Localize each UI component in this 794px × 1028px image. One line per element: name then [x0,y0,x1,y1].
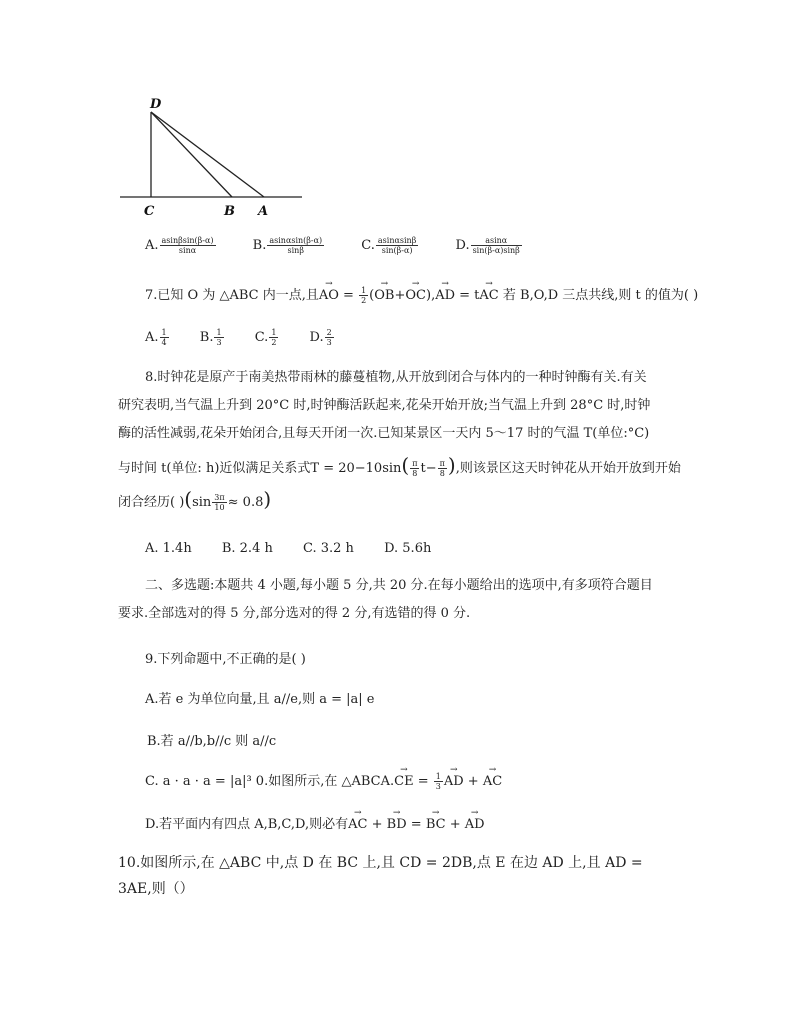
t-minus: t− [420,461,437,476]
q8-line-1: 8.时钟花是原产于南美热带雨林的藤蔓植物,从开放到闭合与体内的一种时钟酶有关.有关 [145,370,647,385]
frac-pi-8 [410,459,419,478]
q8-line-4-text: 与时间 t(单位: h)近似满足关系式T = 20−10sin [118,461,402,476]
q6-option-c[interactable] [361,236,419,255]
q8-line-3: 酶的活性减弱,花朵开始闭合,且每天开闭一次.已知某景区一天内 5～17 时的气温 T(单位:°C) [118,426,650,441]
label-c: C [144,204,155,219]
q8-line-4-tail: ,则该景区这天时钟花从开始开放到开始 [455,461,681,476]
frac-num: 1 [216,328,222,337]
segment-db [151,112,232,197]
q10-line-2: 3AE,则（） [118,881,194,897]
label-d: D [150,97,162,112]
frac-den: 3 [435,782,441,791]
paren-close: ) [447,453,456,477]
equals-t: = t [455,288,480,303]
paren-open: ( [184,487,193,511]
frac-den: 2 [271,338,277,347]
option-fraction [269,328,278,347]
section-2-heading [118,572,688,628]
q8-line-5 [118,482,688,516]
plus: + [463,774,483,789]
q8-line-2: 研究表明,当气温上升到 20°C 时,时钟酶活跃起来,花朵开始开放;当气温上升到 28°C 时,时钟 [118,398,651,413]
vector-ad: → AD [435,288,455,303]
vector-bc: → BC [426,817,446,832]
frac-num: π [439,459,445,468]
vector-ac: → AC [483,774,502,789]
plus: + [367,817,387,832]
q7-text-2: 若 B,O,D 三点共线,则 t 的值为( ) [498,288,699,303]
vector-ad: → AD [444,774,464,789]
q8-options [145,541,457,556]
frac-num: asinα [471,236,522,246]
frac-den: sin(β-α)sinβ [472,246,520,255]
section-2-line-1: 二、多选题:本题共 4 小题,每小题 5 分,共 20 分.在每小题给出的选项中,有多项符合题目 [145,578,653,593]
q6-option-a[interactable] [145,236,217,255]
frac-3pi-10 [212,493,226,512]
q8-stem [118,364,688,516]
equals: = [338,288,359,303]
vector-ao: → AO [319,288,339,303]
frac-den: 3 [326,338,332,347]
q9-option-b[interactable]: B.若 a//b,b//c 则 a//c [147,734,277,749]
frac-den: 8 [412,469,418,478]
q7-option-d[interactable] [310,328,335,347]
equals: = [406,817,426,832]
q7-text-1: 7.已知 O 为 △ABC 内一点,且 [145,288,319,303]
frac-num: asinαsinβ [377,236,417,245]
frac-num: asinαsin(β-α) [269,236,323,245]
vector-ce: → CE [394,774,413,789]
q9-option-c-text: C. a · a · a = |a|³ 0.如图所示,在 △ABCA. [145,774,395,789]
option-fraction [325,328,334,347]
q8-line-5-text: 闭合经历( ) [118,495,185,510]
option-label: A. [145,330,159,345]
label-a: A [258,204,269,219]
q9-stem: 9.下列命题中,不正确的是( ) [145,652,306,667]
paren-close: ) [263,487,272,511]
q7-option-a[interactable] [145,328,170,347]
q9-option-d[interactable] [145,813,485,832]
sin-label: sin [192,495,212,510]
option-fraction [160,236,216,255]
option-fraction [214,328,223,347]
frac-den: 3 [216,338,222,347]
q6-option-d[interactable] [455,236,522,255]
vector-bd: → BD [387,817,407,832]
approx-value: ≈ 0.8 [227,495,264,510]
q7-option-c[interactable] [255,328,280,347]
frac-num: 3π [214,493,225,502]
option-label: D. [455,238,470,253]
equals: = [413,774,433,789]
option-label: C. [361,238,375,253]
q7-stem: 7.已知 O 为 △ABC 内一点,且→ AO = $\frac{1}{2}$ (→ OB+→ OC),→ AD = t→ AC 若 B,O,D 三点共线,则 t 的值为( ) [145,284,698,305]
option-label: B. [199,330,214,345]
frac-num: π [412,459,418,468]
option-fraction [160,328,169,347]
q9-option-a[interactable]: A.若 e 为单位向量,且 a//e,则 a = |a| e [145,692,375,707]
option-fraction [376,236,418,255]
section-2-line-2: 要求.全部选对的得 5 分,部分选对的得 2 分,有选错的得 0 分. [118,606,471,621]
option-label: C. [254,330,269,345]
frac-num: 1 [271,328,277,337]
option-fraction [471,236,522,255]
q9-option-c[interactable] [145,770,502,791]
fraction-third [434,772,443,791]
plus: + [394,288,406,303]
q8-option-b[interactable]: B. 2.4 h [221,541,273,556]
frac-pi-8-b [438,459,447,478]
frac-num: 2 [326,328,332,337]
frac-num: 1 [435,772,441,781]
q7-option-b[interactable] [200,328,225,347]
vector-oc: → OC [405,288,426,303]
frac-den: sin(β-α) [381,246,413,255]
frac-num: 1 [361,286,367,295]
vector-ad: → AD [465,817,485,832]
triangle-figure [110,92,310,222]
option-label: B. [252,238,267,253]
q8-option-c[interactable]: C. 3.2 h [302,541,354,556]
frac-num: 1 [161,328,167,337]
frac-den: 2 [361,296,367,305]
frac-num: asinβsin(β-α) [161,236,214,245]
frac-den: 8 [439,469,445,478]
option-fraction [267,236,324,255]
frac-den: sinα [178,246,197,255]
vector-ac: → AC [348,817,367,832]
option-label: A. [145,238,159,253]
fraction-half [359,286,368,305]
q8-option-d[interactable]: D. 5.6h [384,541,432,556]
comma: , [431,288,436,303]
q7-options [145,328,361,347]
q6-option-b[interactable] [253,236,325,255]
plus: + [445,817,465,832]
paren-open: ( [401,453,410,477]
frac-den: sinβ [287,246,304,255]
segment-da [151,112,264,197]
q6-options [145,236,549,255]
q8-line-4 [118,448,688,482]
option-label: D. [309,330,324,345]
frac-den: 10 [214,503,225,512]
label-b: B [224,204,235,219]
vector-ob: → OB [374,288,394,303]
q10-line-1: 10.如图所示,在 △ABC 中,点 D 在 BC 上,且 CD = 2DB,点 E 在边 AD 上,且 AD = [118,855,643,871]
q10-stem [118,850,678,902]
q9-option-d-text: D.若平面内有四点 A,B,C,D,则必有 [145,817,349,832]
q8-option-a[interactable]: A. 1.4h [145,541,192,556]
frac-den: 4 [161,338,167,347]
vector-ac: → AC [479,288,498,303]
